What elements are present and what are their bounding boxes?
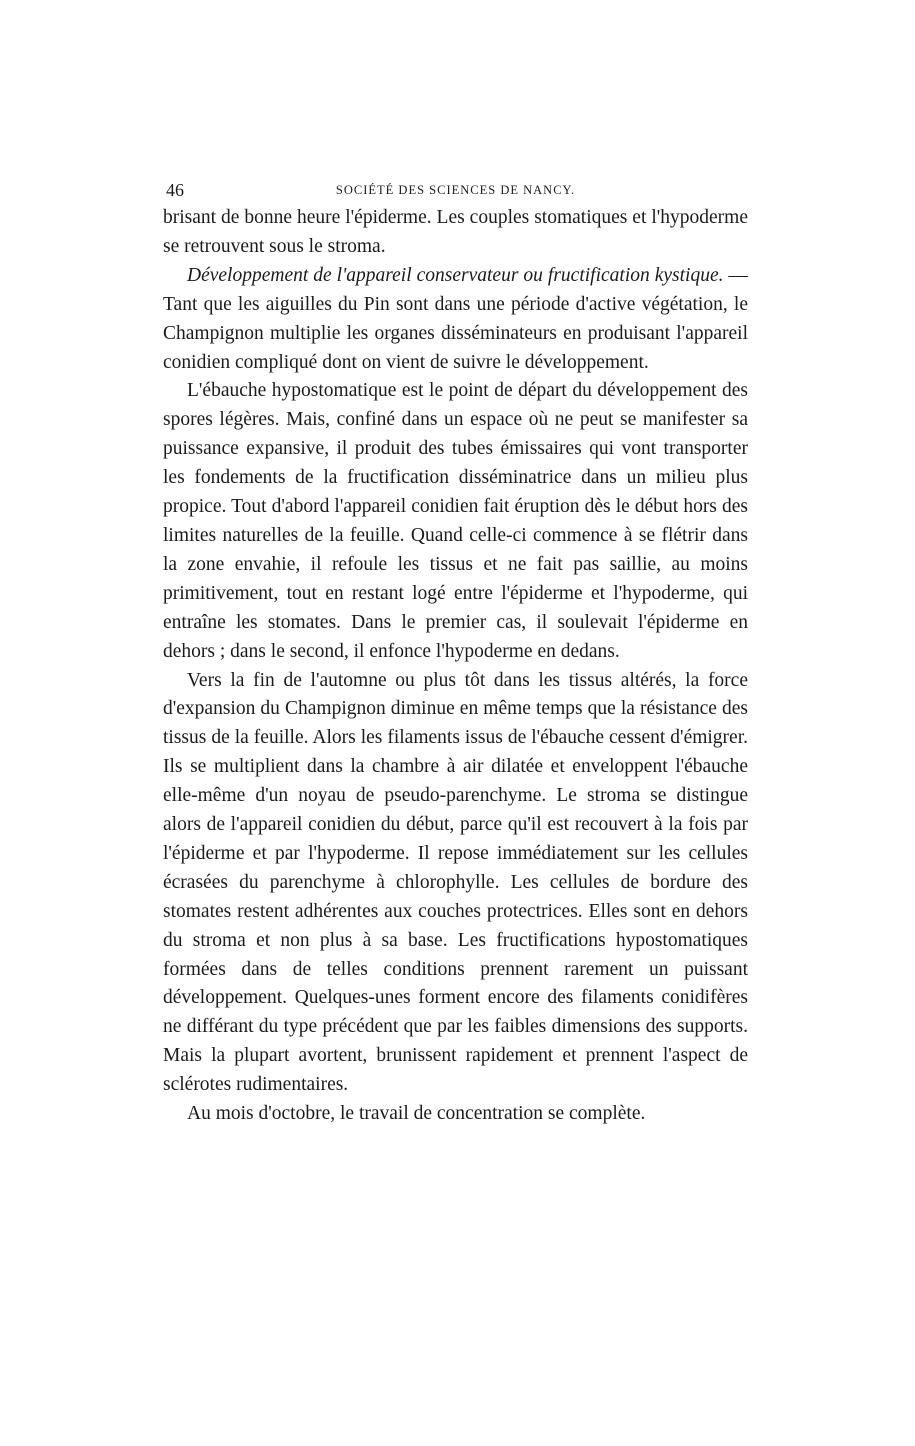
- paragraph-5-text: Au mois d'octobre, le travail de concentration se complète.: [187, 1103, 646, 1125]
- section-heading: Développement de l'appareil conservateur ou fructification kystique.: [187, 264, 724, 286]
- page-number: 46: [166, 180, 184, 200]
- paragraph-4: [163, 667, 748, 1101]
- running-title: SOCIÉTÉ DES SCIENCES DE NANCY.: [335, 183, 576, 197]
- running-head: [163, 180, 748, 204]
- paragraph-3-text: L'ébauche hypostomatique est le point de départ du développement des spores légères. Mais, confiné dans un espace où ne peut se manifester sa puissance expansive, il produit des tubes émissaires qui vont transporter les fondements de la fructification disséminatrice dans un milieu plus propice. Tout d'abord l'appareil conidien fait éruption dès le début hors des limites naturelles de la feuille. Quand celle-ci commence à se flétrir dans la zone envahie, il refoule les tissus et ne fait pas saillie, au moins primitivement, tout en restant logé entre l'épiderme et l'hypoderme, qui entraîne les stomates. Dans le premier cas, il soulevait l'épiderme en dehors ; dans le second, il enfonce l'hypoderme en dedans.: [163, 380, 748, 662]
- paragraph-4-text: Vers la fin de l'automne ou plus tôt dans les tissus altérés, la force d'expansion du Champignon diminue en même temps que la résistance des tissus de la feuille. Alors les filaments issus de l'ébauche cessent d'émigrer. Ils se multiplient dans la chambre à air dilatée et enveloppent l'ébauche elle-même d'un noyau de pseudo-parenchyme. Le stroma se distingue alors de l'appareil conidien du début, parce qu'il est recouvert à la fois par l'épiderme et par l'hypoderme. Il repose immédiatement sur les cellules écrasées du parenchyme à chlorophylle. Les cellules de bordure des stomates restent adhérentes aux couches protectrices. Elles sont en dehors du stroma et non plus à sa base. Les fructifications hypostomatiques formées dans de telles conditions prennent rarement un puissant développement. Quelques-unes forment encore des filaments conidifères ne différant du type précédent que par les faibles dimensions des supports. Mais la plupart avortent, brunissent rapidement et prennent l'aspect de sclérotes rudimentaires.: [163, 669, 748, 1096]
- paragraph-5: [163, 1100, 748, 1129]
- book-page: [163, 180, 748, 1129]
- paragraph-2-text: — Tant que les aiguilles du Pin sont dans une période d'active végétation, le Champignon multiplie les organes disséminateurs en produisant l'appareil conidien compliqué dont on vient de suivre le développement.: [163, 264, 749, 373]
- paragraph-2: [163, 262, 748, 378]
- paragraph-3: [163, 377, 748, 666]
- paragraph-1: [163, 204, 748, 262]
- paragraph-1-text: brisant de bonne heure l'épiderme. Les couples stomatiques et l'hypoderme se retrouvent sous le stroma.: [163, 207, 748, 257]
